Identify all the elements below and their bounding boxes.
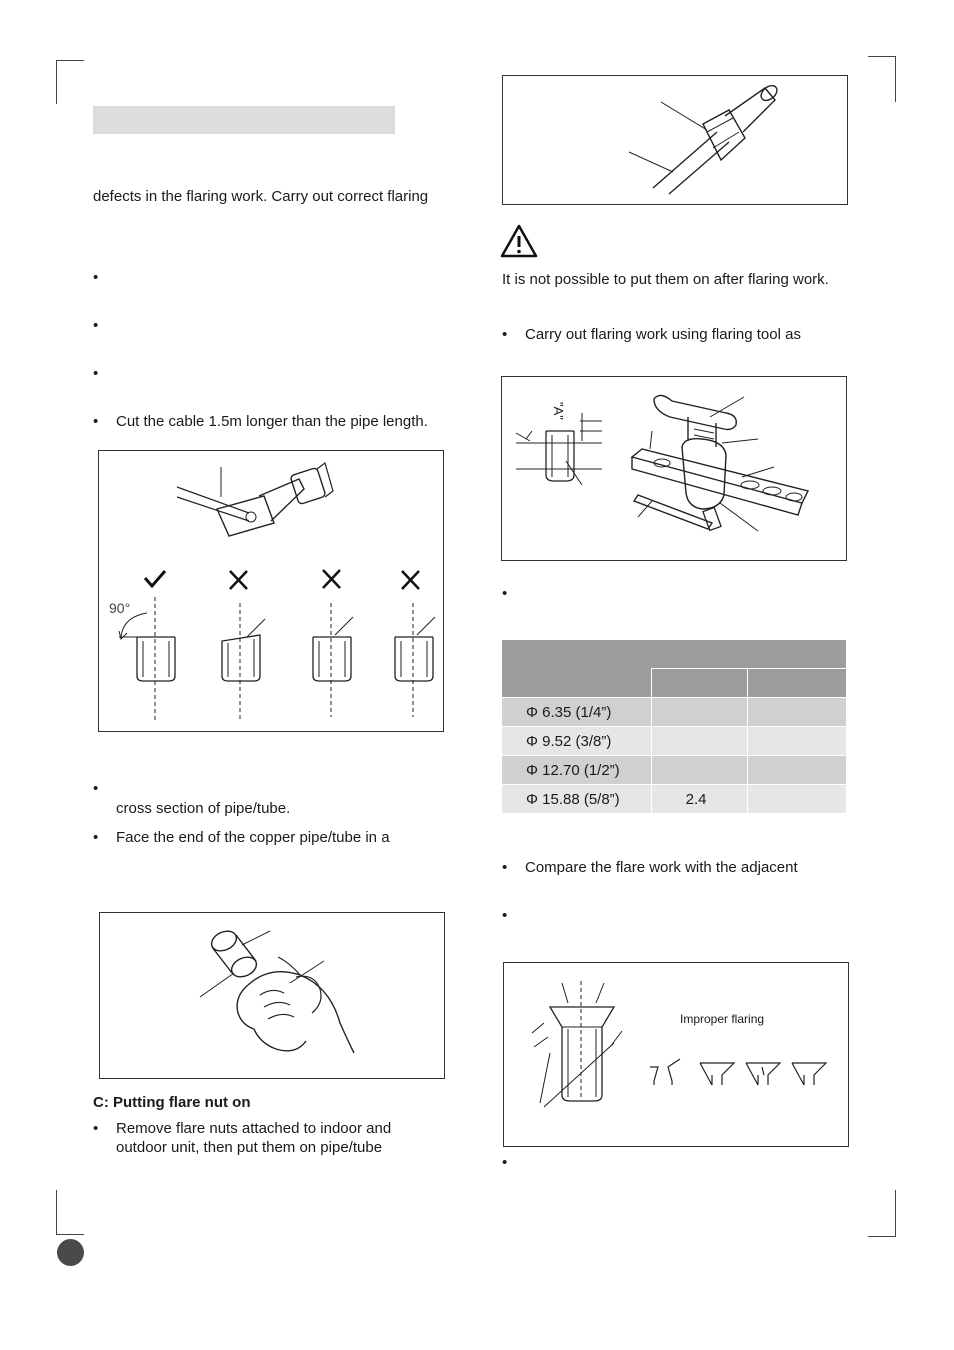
table-cell-b (748, 727, 846, 756)
bullet-cable-text: Cut the cable 1.5m longer than the pipe length. (116, 413, 428, 430)
section-header-bar (93, 106, 395, 134)
bullet-2: • (93, 317, 99, 334)
table-cell-a: 2.4 (651, 785, 748, 814)
crop-mark-bottom-left-h (56, 1234, 84, 1235)
bullet-cross-section-dot: • (93, 780, 99, 797)
table-header-diameter (502, 640, 651, 698)
bullet-remove-nuts-line2: outdoor unit, then put them on pipe/tube (116, 1139, 383, 1156)
table-row (502, 756, 846, 785)
crop-mark-bottom-right-h (868, 1236, 896, 1237)
bullet-compare-dot: • (502, 859, 508, 876)
flare-nut-illustration (503, 76, 849, 206)
bullet-table-dot: • (502, 585, 508, 602)
table-subheader-2 (748, 669, 846, 698)
bullet-remove-nuts-line1: Remove flare nuts attached to indoor and (116, 1120, 392, 1137)
table-subheader-1 (651, 669, 748, 698)
bullet-1: • (93, 269, 99, 286)
figure-pipe-cutting (98, 450, 444, 732)
bullet-6: • (502, 1154, 508, 1171)
crop-mark-bottom-left-v (56, 1190, 57, 1234)
table-cell-b (748, 698, 846, 727)
intro-line: defects in the flaring work. Carry out correct flaring (93, 188, 429, 205)
table-header-dimension (651, 640, 846, 669)
crop-mark-top-right-v (895, 56, 896, 102)
table-cell-a (651, 698, 748, 727)
table-cell-diameter: Φ 12.70 (1/2”) (502, 756, 651, 785)
table-row (502, 785, 846, 814)
warning-icon (500, 224, 540, 260)
bullet-3: • (93, 365, 99, 382)
bullet-cable-dot: • (93, 413, 99, 430)
bullet-remove-nuts-dot: • (93, 1120, 99, 1137)
bullet-flaring-tool-text: Carry out flaring work using flaring tool as (525, 326, 801, 343)
table-cell-diameter: Φ 6.35 (1/4”) (502, 698, 651, 727)
table-cell-a (651, 756, 748, 785)
figure-flare-nut (502, 75, 848, 205)
table-cell-diameter: Φ 9.52 (3/8”) (502, 727, 651, 756)
pipe-cutting-illustration (99, 451, 445, 733)
table-cell-b (748, 756, 846, 785)
flare-check-illustration (504, 963, 850, 1148)
bullet-compare-text: Compare the flare work with the adjacent (525, 859, 798, 876)
caution-note: It is not possible to put them on after flaring work. (502, 271, 829, 288)
figure-flare-check (503, 962, 849, 1147)
flare-dimension-table (502, 640, 846, 814)
bullet-5: • (502, 907, 508, 924)
dimension-label: "A" (551, 402, 566, 420)
crop-mark-top-left-h (56, 60, 84, 61)
bullet-face-end-text: Face the end of the copper pipe/tube in a (116, 829, 390, 846)
crop-mark-top-right-h (868, 56, 896, 57)
table-cell-a (651, 727, 748, 756)
bullet-face-end-dot: • (93, 829, 99, 846)
figure-deburring (99, 912, 445, 1079)
bullet-flaring-tool-dot: • (502, 326, 508, 343)
page-number-circle (57, 1239, 84, 1266)
improper-flaring-label: Improper flaring (680, 1012, 765, 1026)
table-cell-b (748, 785, 846, 814)
table-cell-diameter: Φ 15.88 (5/8”) (502, 785, 651, 814)
bullet-cross-section-cont: cross section of pipe/tube. (116, 800, 291, 817)
deburring-illustration (100, 913, 446, 1080)
table-row (502, 698, 846, 727)
crop-mark-top-left-v (56, 60, 57, 104)
section-c-title: C: Putting flare nut on (93, 1094, 251, 1111)
table-row (502, 727, 846, 756)
cut-angle-label: 90° (109, 600, 131, 616)
crop-mark-bottom-right-v (895, 1190, 896, 1236)
